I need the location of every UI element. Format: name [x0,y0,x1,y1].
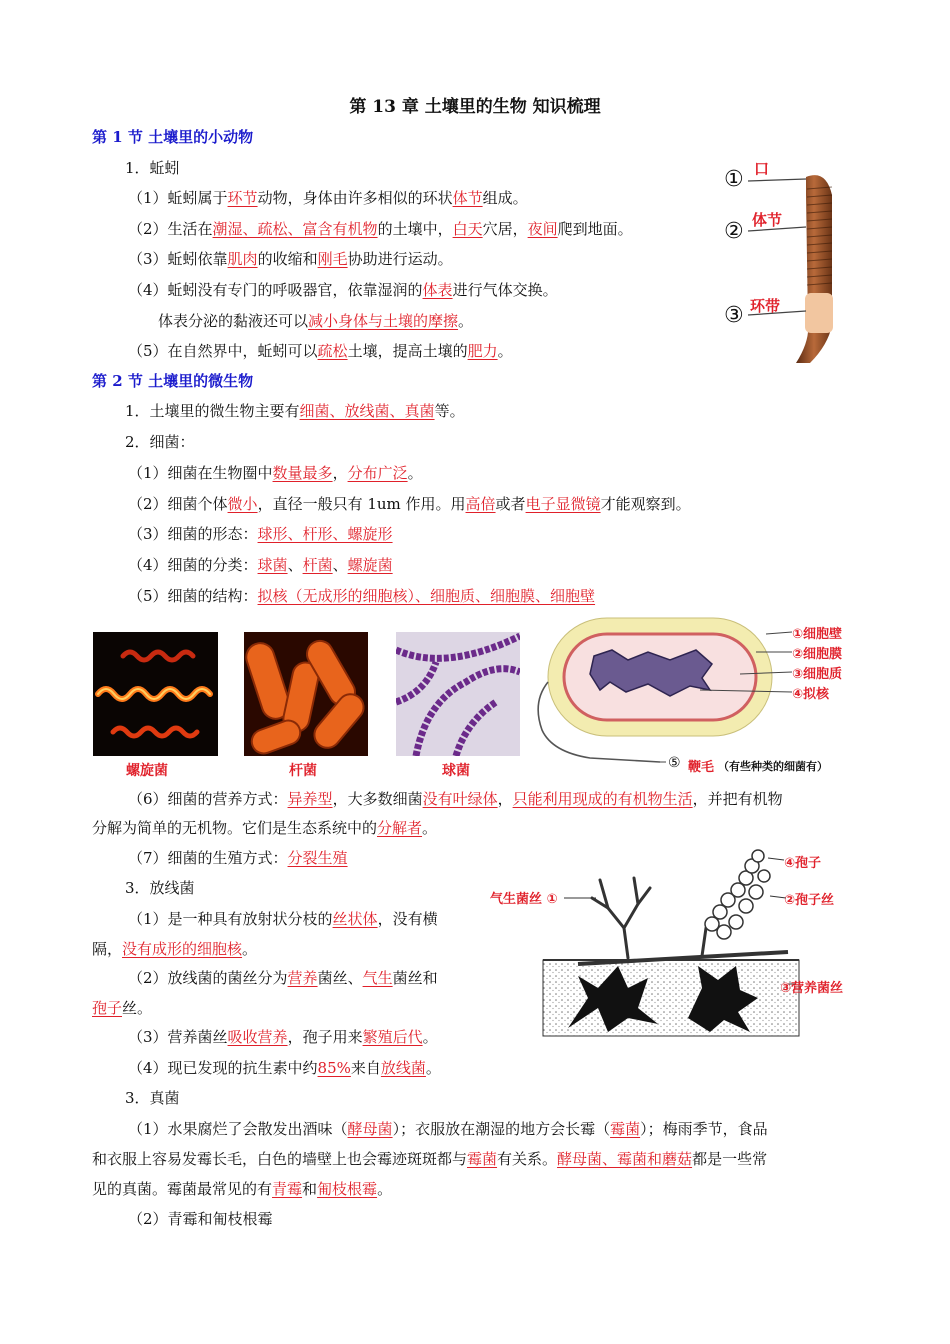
label-flagellum: 鞭毛 [688,760,715,775]
para-s2-b5: （5）细菌的结构：拟核（无成形的细胞核）、细胞质、细胞膜、细胞壁 [128,587,596,605]
para-s2-b3: （3）细菌的形态：球形、杆形、螺旋形 [128,525,393,543]
para-s1-p4b: 体表分泌的黏液还可以减小身体与土壤的摩擦。 [158,312,474,330]
label-number: ① [724,167,744,192]
answer: 潮湿、疏松、富含有机物 [212,220,378,238]
para-s1-p3: （3）蚯蚓依靠肌肉的收缩和刚毛协助进行运动。 [128,250,453,268]
para-s2-b6b: 分解为简单的无机物。它们是生态系统中的分解者。 [92,819,438,837]
answer: 青霉 [272,1180,303,1198]
para-s2-f1a: （1）水果腐烂了会散发出酒味（酵母菌）；衣服放在潮湿的地方会长霉（霉菌）；梅雨季节，食品 [128,1120,768,1138]
answer: 孢子 [92,999,123,1017]
para-s2-b1: （1）细菌在生物圈中数量最多，分布广泛。 [128,464,423,482]
photo-spirillum [93,632,218,756]
answer: 放线菌 [380,1059,426,1077]
answer: 螺旋菌 [347,556,393,574]
answer: 拟核（无成形的细胞核）、细胞质、细胞膜、细胞壁 [257,587,596,605]
label-number: ② [724,219,744,244]
answer: 杆菌 [302,556,333,574]
answer: 球菌 [257,556,288,574]
item-fungi: 3．真菌 [125,1089,180,1107]
answer: 85% [317,1059,351,1077]
answer: 霉菌 [467,1150,498,1168]
answer: 白天 [452,220,483,238]
photo-coccus [396,632,520,756]
earthworm-figure [718,155,858,365]
label-cytoplasm: ③细胞质 [792,667,843,682]
para-s2-f1c: 见的真菌。霉菌最常见的有青霉和匍枝根霉。 [92,1180,393,1198]
answer: 没有成形的细胞核 [122,940,243,958]
para-s1-p4: （4）蚯蚓没有专门的呼吸器官，依靠湿润的体表进行气体交换。 [128,281,558,299]
answer: 只能利用现成的有机物生活 [512,790,693,808]
answer: 分裂生殖 [287,849,348,867]
caption-spirillum: 螺旋菌 [126,763,168,779]
para-s2-a2a: （2）放线菌的菌丝分为营养菌丝、气生菌丝和 [128,969,438,987]
answer: 肌肉 [227,250,258,268]
caption-bacillus: 杆菌 [289,763,317,779]
label-cell-membrane: ②细胞膜 [792,647,843,662]
para-s2-a3: （3）营养菌丝吸收营养，孢子用来繁殖后代。 [128,1028,438,1046]
answer: 减小身体与土壤的摩擦 [308,312,459,330]
para-s2-f2: （2）青霉和匍枝根霉 [128,1210,273,1228]
item-actinomycetes: 3．放线菌 [125,879,195,897]
para-s2-b4: （4）细菌的分类：球菌、杆菌、螺旋菌 [128,556,393,574]
para-s2-a1b: 隔，没有成形的细胞核。 [92,940,258,958]
item-bacteria: 2．细菌： [125,433,195,451]
answer: 营养 [287,969,318,987]
answer: 环节 [227,189,258,207]
para-s2-a1a: （1）是一种具有放射状分枝的丝状体，没有横 [128,910,438,928]
para-s1-p1: （1）蚯蚓属于环节动物，身体由许多相似的环状体节组成。 [128,189,528,207]
answer: 丝状体 [332,910,378,928]
bacteria-cell-diagram [530,612,870,778]
answer: 酵母菌 [347,1120,393,1138]
para-s1-p5: （5）在自然界中，蚯蚓可以疏松土壤，提高土壤的肥力。 [128,342,513,360]
caption-coccus: 球菌 [442,763,470,779]
para-s2-b6a: （6）细菌的营养方式：异养型，大多数细菌没有叶绿体，只能利用现成的有机物生活，并把有机物 [128,790,783,808]
answer: 体表 [422,281,453,299]
para-s2-f1b: 和衣服上容易发霉长毛，白色的墙壁上也会霉迹斑斑都与霉菌有关系。酵母菌、霉菌和蘑菇都是一些常 [92,1150,768,1168]
section-heading-1: 第 1 节 土壤里的小动物 [92,128,254,146]
label-flagellum-note: （有些种类的细菌有） [718,760,828,773]
label-cell-wall: ①细胞壁 [792,627,843,642]
answer: 刚毛 [317,250,348,268]
label-nucleoid: ④拟核 [792,687,830,702]
label-spore-hyphae: ②孢子丝 [784,893,835,908]
answer: 没有叶绿体 [422,790,498,808]
answer: 体节 [452,189,483,207]
section-heading-2: 第 2 节 土壤里的微生物 [92,372,254,390]
answer: 分布广泛 [347,464,408,482]
para-s1-p2: （2）生活在潮湿、疏松、富含有机物的土壤中，白天穴居，夜间爬到地面。 [128,220,633,238]
item-earthworm: 1．蚯蚓 [125,159,180,177]
answer: 酵母菌、霉菌和蘑菇 [557,1150,693,1168]
answer: 肥力 [467,342,498,360]
answer: 微小 [227,495,258,513]
para-s2-b2: （2）细菌个体微小，直径一般只有 1um 作用。用高倍或者电子显微镜才能观察到。 [128,495,691,513]
para-s2-a4: （4）现已发现的抗生素中约85%来自放线菌。 [128,1059,441,1077]
answer: 疏松 [317,342,348,360]
para-s2-i1: 1．土壤里的微生物主要有细菌、放线菌、真菌等。 [125,402,465,420]
label-aerial-hyphae: 气生菌丝 ① [490,892,558,907]
label-mouth: 口 [754,160,770,178]
label-clitellum: 环带 [750,297,781,315]
label-number: ③ [724,303,744,328]
page-title: 第 13 章 土壤里的生物 知识梳理 [349,97,601,117]
label-segment: 体节 [752,211,783,229]
para-s2-a2b: 孢子丝。 [92,999,153,1017]
answer: 异养型 [287,790,333,808]
label-substrate-hyphae: ③营养菌丝 [780,981,844,996]
answer: 细菌、放线菌、真菌 [299,402,435,420]
answer: 霉菌 [610,1120,641,1138]
answer: 电子显微镜 [525,495,601,513]
answer: 分解者 [377,819,423,837]
answer: 气生 [362,969,393,987]
answer: 数量最多 [272,464,333,482]
answer: 高倍 [465,495,496,513]
answer: 匍枝根霉 [317,1180,378,1198]
actinomycete-diagram [488,848,868,1038]
answer: 球形、杆形、螺旋形 [257,525,393,543]
answer: 夜间 [527,220,558,238]
label-spores: ④孢子 [784,856,822,871]
para-s2-b7: （7）细菌的生殖方式：分裂生殖 [128,849,348,867]
answer: 吸收营养 [227,1028,288,1046]
label-number: ⑤ [668,755,681,771]
answer: 繁殖后代 [362,1028,423,1046]
photo-bacillus [244,632,368,756]
